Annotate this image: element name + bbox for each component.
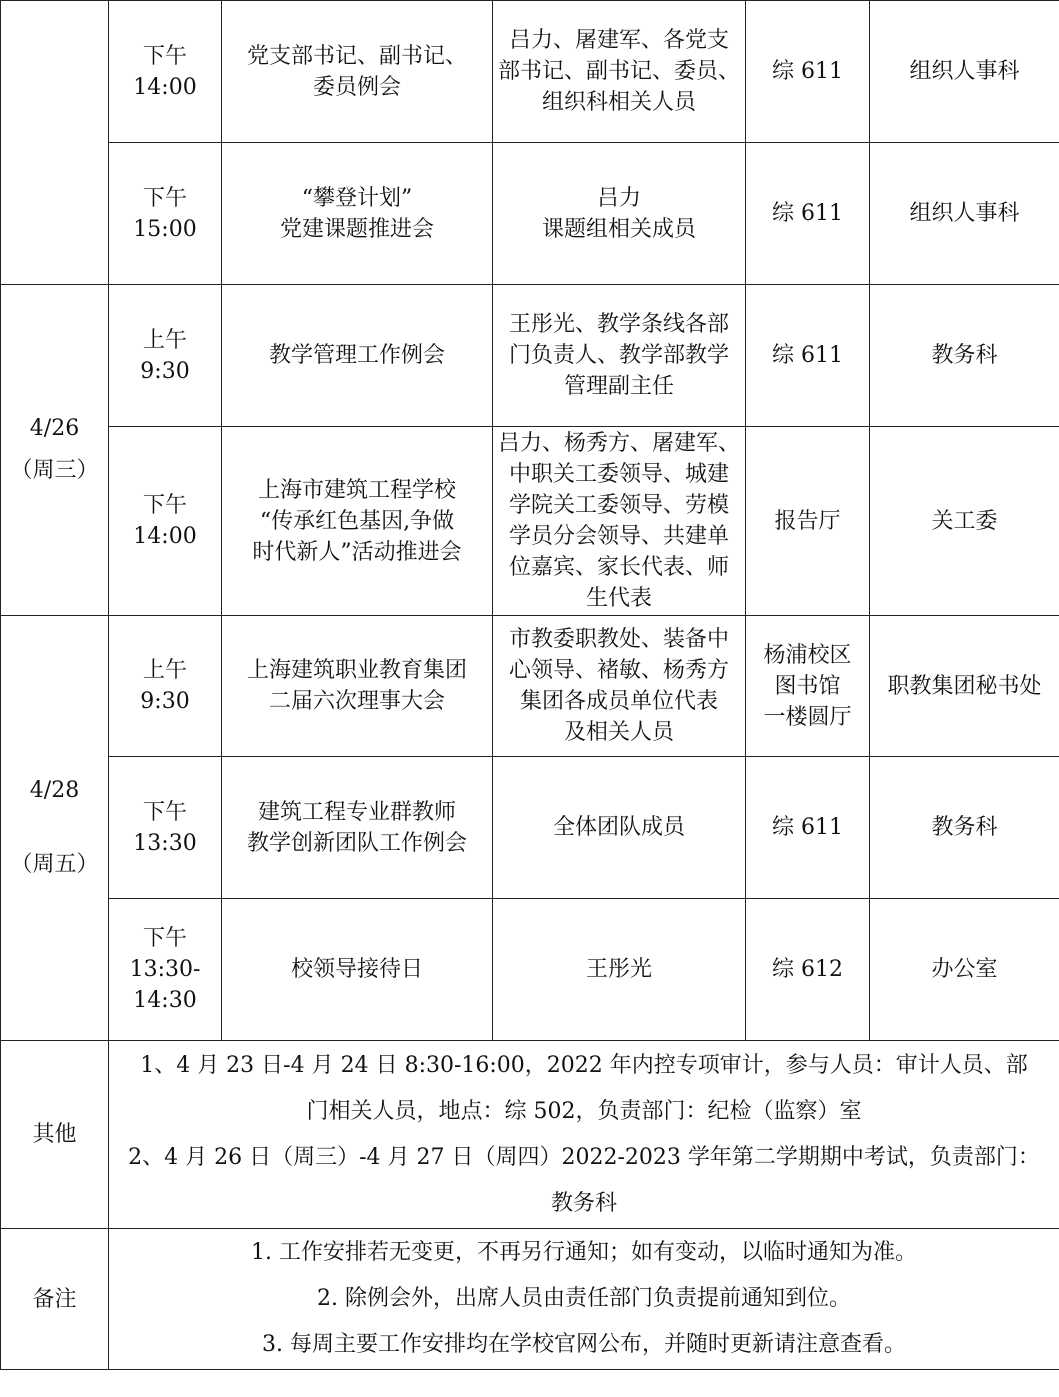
other-line: 教务科	[550, 1190, 617, 1216]
attendees-cell	[493, 757, 746, 899]
time-cell	[109, 616, 222, 757]
content-cell	[222, 427, 493, 616]
content-cell-line: 党建课题推进会	[279, 216, 434, 242]
time-cell-line: 下午	[142, 799, 187, 825]
content-cell	[222, 899, 493, 1041]
time-cell-line: 上午	[142, 327, 187, 353]
attendees-cell-line: 组织科相关人员	[541, 90, 696, 115]
location-cell-line: 综 611	[772, 343, 843, 368]
time-cell	[109, 757, 222, 899]
attendees-cell-line: 门负责人、教学部教学	[508, 343, 729, 368]
attendees-cell-line: 及相关人员	[563, 720, 674, 745]
other-line: 1、4 月 23 日-4 月 24 日 8:30-16:00，2022 年内控专项审计，参与人员：审计人员、部	[140, 1052, 1028, 1078]
remarks-line: 1. 工作安排若无变更，不再另行通知；如有变动，以临时通知为准。	[251, 1240, 917, 1265]
location-cell-line: 综 611	[772, 59, 843, 84]
location-cell-line: 综 612	[772, 957, 843, 982]
time-cell	[109, 899, 222, 1041]
attendees-cell-line: 全体团队成员	[552, 815, 685, 840]
attendees-cell-line: 王彤光、教学条线各部	[508, 312, 729, 337]
content-cell-line: 教学管理工作例会	[268, 343, 445, 368]
time-cell-line: 13:30-	[129, 957, 201, 982]
content-cell-line: “攀登计划”	[301, 185, 413, 211]
location-cell	[746, 616, 870, 757]
other-line: 2、4 月 26 日（周三）-4 月 27 日（周四）2022-2023 学年第二学期期中考试，负责部门：	[128, 1144, 1040, 1170]
remarks-line: 3. 每周主要工作安排均在学校官网公布，并随时更新请注意查看。	[262, 1332, 906, 1357]
location-cell-line: 报告厅	[774, 508, 841, 534]
time-cell-line: 15:00	[133, 216, 197, 242]
location-cell	[746, 285, 870, 427]
attendees-cell	[493, 1, 746, 143]
location-cell	[746, 757, 870, 899]
attendees-cell-line: 吕力、屠建军、各党支	[508, 28, 729, 53]
content-cell-line: 教学创新团队工作例会	[246, 830, 467, 856]
schedule-row	[1, 757, 1059, 899]
department-cell: 职教集团秘书处	[870, 616, 1059, 757]
date-cell	[1, 616, 109, 1041]
date-date: 4/28	[29, 778, 80, 803]
department-cell: 教务科	[870, 757, 1059, 899]
attendees-cell	[493, 899, 746, 1041]
schedule-row	[1, 1, 1059, 143]
time-cell-line: 9:30	[140, 358, 190, 384]
date-weekday: （周三）	[10, 458, 99, 483]
attendees-cell-line: 学员分会领导、共建单	[508, 524, 729, 549]
content-cell-line: 上海建筑职业教育集团	[246, 658, 467, 683]
date-date: 4/26	[29, 416, 80, 441]
content-cell	[222, 1, 493, 143]
attendees-cell-line: 心领导、褚敏、杨秀方	[508, 658, 729, 683]
time-cell-line: 下午	[142, 185, 187, 211]
content-cell	[222, 143, 493, 285]
content-cell-line: 校领导接待日	[290, 957, 423, 982]
location-cell	[746, 899, 870, 1041]
attendees-cell	[493, 285, 746, 427]
department-cell: 关工委	[870, 427, 1059, 616]
attendees-cell-line: 课题组相关成员	[541, 216, 696, 242]
department-cell: 组织人事科	[870, 143, 1059, 285]
department-cell: 办公室	[870, 899, 1059, 1041]
content-cell-line: “传承红色基因,争做	[259, 508, 455, 534]
attendees-cell-line: 王彤光	[585, 957, 652, 982]
attendees-cell-line: 吕力、杨秀方、屠建军、	[497, 431, 740, 456]
attendees-cell-line: 部书记、副书记、委员、	[497, 59, 740, 84]
other-line: 门相关人员，地点：综 502，负责部门：纪检（监察）室	[306, 1098, 862, 1124]
schedule-row	[1, 427, 1059, 616]
content-cell-line: 上海市建筑工程学校	[257, 477, 456, 503]
content-cell	[222, 616, 493, 757]
time-cell-line: 9:30	[140, 689, 190, 714]
content-cell-line: 时代新人”活动推进会	[252, 539, 462, 565]
remarks-label: 备注	[1, 1229, 109, 1370]
attendees-cell	[493, 427, 746, 616]
schedule-row	[1, 899, 1059, 1041]
attendees-cell-line: 集团各成员单位代表	[519, 689, 718, 714]
time-cell	[109, 285, 222, 427]
time-cell	[109, 1, 222, 143]
department-cell: 组织人事科	[870, 1, 1059, 143]
location-cell	[746, 427, 870, 616]
schedule-row	[1, 143, 1059, 285]
content-cell-line: 建筑工程专业群教师	[257, 799, 456, 825]
attendees-cell	[493, 143, 746, 285]
schedule-row	[1, 285, 1059, 427]
time-cell-line: 下午	[142, 926, 187, 951]
remarks-content	[109, 1229, 1059, 1370]
attendees-cell-line: 学院关工委领导、劳模	[508, 493, 729, 518]
time-cell-line: 下午	[142, 43, 187, 69]
other-label: 其他	[1, 1041, 109, 1229]
location-cell-line: 杨浦校区	[763, 642, 852, 668]
time-cell-line: 上午	[142, 658, 187, 683]
attendees-cell-line: 管理副主任	[563, 374, 674, 399]
remarks-row	[1, 1229, 1059, 1370]
date-cell-continued	[1, 1, 109, 285]
content-cell-line: 党支部书记、副书记、	[246, 43, 467, 69]
attendees-cell-line: 生代表	[585, 586, 652, 611]
time-cell	[109, 427, 222, 616]
time-cell-line: 下午	[142, 493, 187, 518]
content-cell-line: 委员例会	[312, 74, 401, 100]
time-cell	[109, 143, 222, 285]
location-cell	[746, 143, 870, 285]
time-cell-line: 14:30	[133, 988, 197, 1013]
location-cell-line: 综 611	[772, 201, 843, 226]
time-cell-line: 14:00	[133, 524, 197, 549]
other-content	[109, 1041, 1059, 1229]
date-weekday: （周五）	[10, 852, 99, 877]
schedule-row	[1, 616, 1059, 757]
remarks-line: 2. 除例会外，出席人员由责任部门负责提前通知到位。	[317, 1286, 851, 1311]
attendees-cell	[493, 616, 746, 757]
attendees-cell-line: 吕力	[596, 185, 641, 211]
time-cell-line: 14:00	[133, 74, 197, 100]
content-cell-line: 二届六次理事大会	[268, 689, 445, 714]
content-cell	[222, 757, 493, 899]
other-row	[1, 1041, 1059, 1229]
location-cell-line: 一楼圆厅	[763, 704, 852, 730]
location-cell-line: 图书馆	[774, 673, 841, 699]
attendees-cell-line: 中职关工委领导、城建	[508, 462, 729, 487]
content-cell	[222, 285, 493, 427]
attendees-cell-line: 位嘉宾、家长代表、师	[508, 555, 729, 580]
location-cell	[746, 1, 870, 143]
time-cell-line: 13:30	[133, 830, 197, 856]
location-cell-line: 综 611	[772, 815, 843, 840]
date-cell	[1, 285, 109, 616]
attendees-cell-line: 市教委职教处、装备中	[508, 627, 729, 652]
department-cell: 教务科	[870, 285, 1059, 427]
